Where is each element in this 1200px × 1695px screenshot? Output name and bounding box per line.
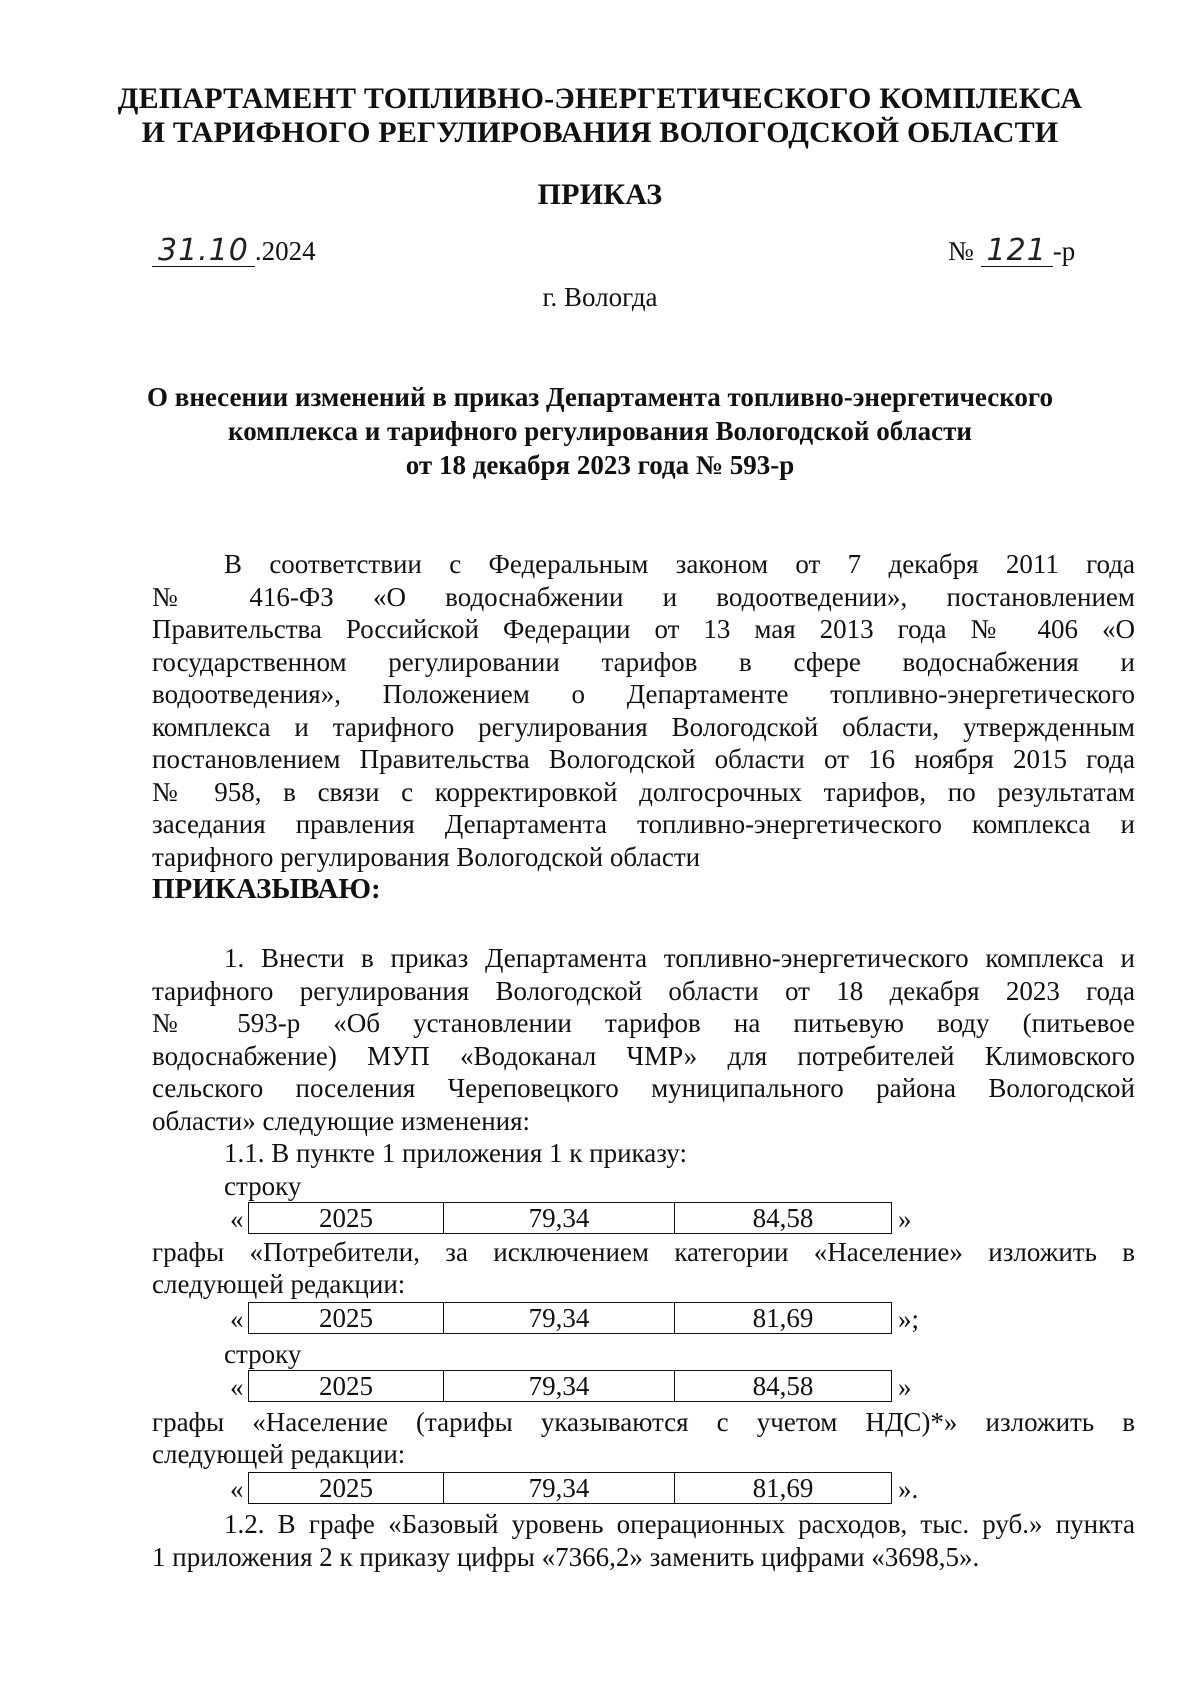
preamble-line: комплекса и тарифного регулирования Вологодской области, утвержденным xyxy=(152,711,1135,742)
preamble-line: государственном регулировании тарифов в сфере водоснабжения и xyxy=(152,646,1135,677)
preamble-line: водоотведения», Положением о Департаменте топливно-энергетического xyxy=(152,679,1135,709)
close-quote: ». xyxy=(898,1474,919,1504)
date-handwritten: 31.10 xyxy=(152,236,255,267)
item-1-line: тарифного регулирования Вологодской области от 18 декабря 2023 года xyxy=(152,975,1135,1006)
item-1-1-heading: 1.1. В пункте 1 приложения 1 к приказу: xyxy=(224,1138,687,1168)
order-title-line3: от 18 декабря 2023 года № 593-р xyxy=(405,450,795,480)
value-cell: 79,34 xyxy=(444,1473,675,1504)
item-1-line: № 593-р «Об установлении тарифов на питьевую воду (питьевое xyxy=(152,1008,1135,1038)
open-quote: « xyxy=(230,1204,244,1234)
close-quote: » xyxy=(898,1372,912,1402)
item-1-2-line: 1.2. В графе «Базовый уровень операционных расходов, тыс. руб.» пункта xyxy=(224,1509,1135,1539)
org-name-line1: ДЕПАРТАМЕНТ ТОПЛИВНО-ЭНЕРГЕТИЧЕСКОГО КОМПЛЕКСА xyxy=(117,82,1083,115)
item-1-line: сельского поселения Череповецкого муниципального района Вологодской xyxy=(152,1073,1135,1103)
number-prefix: № xyxy=(948,236,974,266)
graph-text-line: графы «Население (тарифы указываются с учетом НДС)*» изложить в xyxy=(152,1407,1135,1437)
year-cell: 2025 xyxy=(249,1473,444,1504)
number-handwritten: 121 xyxy=(981,236,1053,267)
preamble xyxy=(152,548,1135,906)
value-cell: 84,58 xyxy=(675,1371,892,1402)
value-cell: 81,69 xyxy=(675,1473,892,1504)
tariff-row-table xyxy=(248,1302,892,1334)
org-name-line2: И ТАРИФНОГО РЕГУЛИРОВАНИЯ ВОЛОГОДСКОЙ ОБЛАСТИ xyxy=(141,116,1059,149)
order-title-line1: О внесении изменений в приказ Департамента топливно-энергетического xyxy=(146,382,1053,412)
graph-text-line: следующей редакции: xyxy=(152,1439,406,1469)
preamble-line: В соответствии с Федеральным законом от 7 декабря 2011 года xyxy=(224,549,1135,579)
preamble-line: № 416-ФЗ «О водоснабжении и водоотведении», постановлением xyxy=(152,581,1135,612)
preamble-line: тарифного регулирования Вологодской области xyxy=(152,841,701,872)
open-quote: « xyxy=(230,1304,244,1334)
preamble-line: заседания правления Департамента топливно-энергетического комплекса и xyxy=(152,809,1135,839)
doc-date xyxy=(152,233,316,268)
close-quote: »; xyxy=(898,1304,920,1334)
table-row xyxy=(249,1371,892,1402)
preamble-line: постановлением Правительства Вологодской области от 16 ноября 2015 года xyxy=(152,744,1135,774)
close-quote: » xyxy=(898,1204,912,1234)
item-1-line: водоснабжение) МУП «Водоканал ЧМР» для потребителей Климовского xyxy=(152,1040,1135,1071)
item-1-line: 1. Внести в приказ Департамента топливно-энергетического комплекса и xyxy=(224,943,1135,973)
doc-number xyxy=(948,233,1076,268)
graph-text-line: графы «Потребители, за исключением категории «Население» изложить в xyxy=(152,1237,1135,1267)
value-cell: 79,34 xyxy=(444,1203,675,1234)
open-quote: « xyxy=(230,1372,244,1402)
year-cell: 2025 xyxy=(249,1203,444,1234)
item-1-line: области» следующие изменения: xyxy=(152,1105,531,1136)
table-row xyxy=(249,1473,892,1504)
value-cell: 81,69 xyxy=(675,1303,892,1334)
tariff-row-table xyxy=(248,1472,892,1504)
order-word: ПРИКАЗЫВАЮ: xyxy=(152,873,381,905)
item-1 xyxy=(152,942,1135,1137)
open-quote: « xyxy=(230,1474,244,1504)
year-cell: 2025 xyxy=(249,1371,444,1402)
row-word: строку xyxy=(224,1339,302,1369)
preamble-line: № 958, в связи с корректировкой долгосрочных тарифов, по результатам xyxy=(152,776,1135,807)
value-cell: 79,34 xyxy=(444,1371,675,1402)
row-word: строку xyxy=(224,1171,302,1201)
tariff-row-table xyxy=(248,1370,892,1402)
value-cell: 79,34 xyxy=(444,1303,675,1334)
tariff-row-table xyxy=(248,1202,892,1234)
order-title-line2: комплекса и тарифного регулирования Вологодской области xyxy=(228,416,972,446)
value-cell: 84,58 xyxy=(675,1203,892,1234)
graph-text-line: следующей редакции: xyxy=(152,1269,406,1299)
doc-type-heading: ПРИКАЗ xyxy=(537,178,663,211)
number-suffix: -р xyxy=(1052,236,1076,266)
city: г. Вологда xyxy=(542,282,658,312)
year-cell: 2025 xyxy=(249,1303,444,1334)
item-1-2-line: 1 приложения 2 к приказу цифры «7366,2» заменить цифрами «3698,5». xyxy=(152,1542,980,1572)
preamble-line: Правительства Российской Федерации от 13 мая 2013 года № 406 «О xyxy=(152,614,1135,644)
table-row xyxy=(249,1303,892,1334)
table-row xyxy=(249,1203,892,1234)
date-year: .2024 xyxy=(254,236,316,266)
